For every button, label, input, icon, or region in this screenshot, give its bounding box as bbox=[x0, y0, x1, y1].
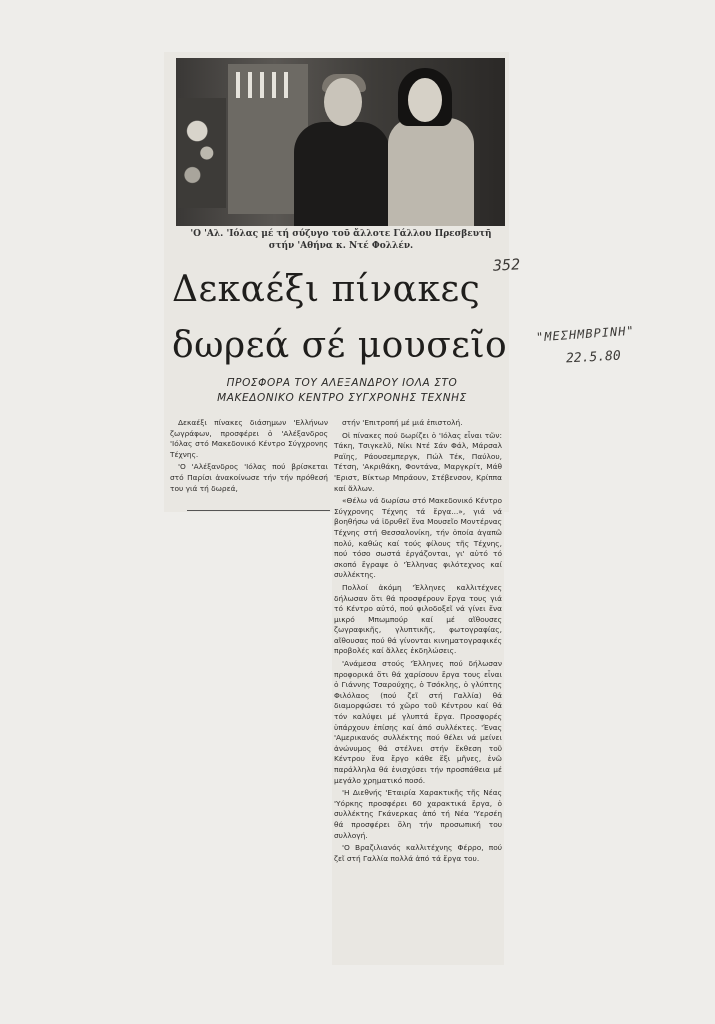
headline-line: Δεκαέξι πίνακες bbox=[172, 269, 481, 310]
news-photo bbox=[176, 58, 505, 226]
subhead-line: ΜΑΚΕΔΟΝΙΚΟ ΚΕΝΤΡΟ ΣΥΓΧΡΟΝΗΣ ΤΕΧΝΗΣ bbox=[217, 392, 467, 404]
photo-caption bbox=[176, 228, 506, 252]
article-column-right bbox=[334, 418, 502, 866]
paragraph: 'Ανάμεσα στούς 'Έλληνες πού δήλωσαν προφορικά ὅτι θά χαρίσουν ἔργα τους εἶναι ὁ Γιάννης Τσαρούχης, ὁ Τσόκλης, ὁ γλύπτης Φιλόλαος (πού ζεῖ στή Γαλλία) θά διαμορφώσει τό χῶρο τοῦ Κέντρου καί θά τόν καλύψει μέ γλυπτά ἔργα. Προσφορές ὑπάρχουν ἐπίσης καί ἀπό συλλέκτες. 'Ένας 'Αμερικανός συλλέκτης πού θέλει νά μείνει ἀνώνυμος θά στέλνει στήν ἔκθεση τοῦ Κέντρου ἕνα ἔργο κάθε ἕξι μῆνες, ἐνῶ παράλληλα θά ἐνισχύσει τήν προσπάθεια μέ μεγάλο χρηματικό ποσό. bbox=[334, 659, 502, 785]
paragraph: 'Η Διεθνής 'Εταιρία Χαρακτικῆς τῆς Νέας 'Υόρκης προσφέρει 60 χαρακτικά ἔργα, ὁ συλλέκτης Γκάνερκας ἀπό τή Νέα 'Υερσέη θά προσφέρει ὅλη τήν προσωπική του συλλογή. bbox=[334, 788, 502, 840]
article-subheading bbox=[192, 376, 492, 406]
paragraph: 'Ο Βραζιλιανός καλλιτέχνης Φέρρο, πού ζεῖ στή Γαλλία πολλά ἀπό τά ἔργα του. bbox=[334, 843, 502, 863]
caption-line: στήν 'Αθήνα κ. Ντέ Φολλέν. bbox=[268, 241, 414, 251]
paragraph: Οἱ πίνακες πού δωρίζει ὁ 'Ιόλας εἶναι τῶν: Τάκη, Τσιγκελῦ, Νίκι Ντέ Σάν Φάλ, Μάρσαλ Ραϊης, Ράουσεμπεργκ, Πώλ Τέκ, Παύλου, Τέτση, 'Ακριθάκη, Φοντάνα, Μαργκρίτ, Μάθ 'Εριστ, Βίκτωρ Μπράουν, Στέβενσον, Κρίππα καί ἄλλων. bbox=[334, 430, 502, 493]
paragraph: «Θέλω νά δωρίσω στό Μακεδονικό Κέντρο Σύγχρονης Τέχνης τά ἔργα...», γιά νά βοηθήσω νά ἱδρυθεῖ ἕνα Μουσεῖο Μοντέρνας Τέχνης στή Θεσσαλονίκη, τήν ὁποία ἀγαπῶ πολύ, καθώς καί τούς φίλους τῆς Τέχνης, πού τόσο σωστά ἐργάζονται, γι' αὐτό τό σκοπό ἔγραψε ὁ 'Έλληνας φιλότεχνος καί συλλέκτης. bbox=[334, 496, 502, 580]
cut-line bbox=[187, 510, 330, 511]
article-headline bbox=[172, 262, 512, 374]
handwritten-source: "ΜΕΣΗΜΒΡΙΝΗ" bbox=[535, 323, 636, 345]
paragraph: Πολλοί ἀκόμη 'Έλληνες καλλιτέχνες δήλωσαν ὅτι θά προσφέρουν ἔργα τους γιά τό Κέντρο αὐτό, πού φιλοδοξεῖ νά γίνει ἕνα μικρό Μπωμπούρ καί μέ αἴθουσες ζωγραφικῆς, γλυπτικῆς, φωτογραφίας, αἴθουσας πού θά γίνονται κινηματογραφικές προβολές καί ἄλλες ἐκδηλώσεις. bbox=[334, 582, 502, 656]
headline-line: δωρεά σέ μουσεῖο bbox=[172, 325, 508, 366]
caption-line: 'Ο 'Αλ. 'Ιόλας μέ τή σύζυγο τοῦ ἄλλοτε Γάλλου Πρεσβευτῆ bbox=[190, 229, 492, 239]
paragraph: στήν 'Επιτροπή μέ μιά ἐπιστολή. bbox=[342, 418, 463, 427]
paragraph: 'Ο 'Αλέξανδρος 'Ιόλας πού βρίσκεται στό Παρίσι ἀνακοίνωσε τήν τήν πρόθεσή του γιά τή δωρεά, bbox=[170, 462, 328, 493]
article-column-left bbox=[170, 418, 328, 496]
handwritten-date: 22.5.80 bbox=[565, 348, 622, 367]
handwritten-number: 352 bbox=[492, 255, 521, 275]
subhead-line: ΠΡΟΣΦΟΡΑ ΤΟΥ ΑΛΕΞΑΝΔΡΟΥ ΙΟΛΑ ΣΤΟ bbox=[226, 377, 458, 389]
paragraph: Δεκαέξι πίνακες διάσημων 'Ελλήνων ζωγράφων, προσφέρει ὁ 'Αλέξανδρος 'Ιόλας στό Μακεδονικό Κέντρο Σύγχρονης Τέχνης. bbox=[170, 418, 328, 459]
